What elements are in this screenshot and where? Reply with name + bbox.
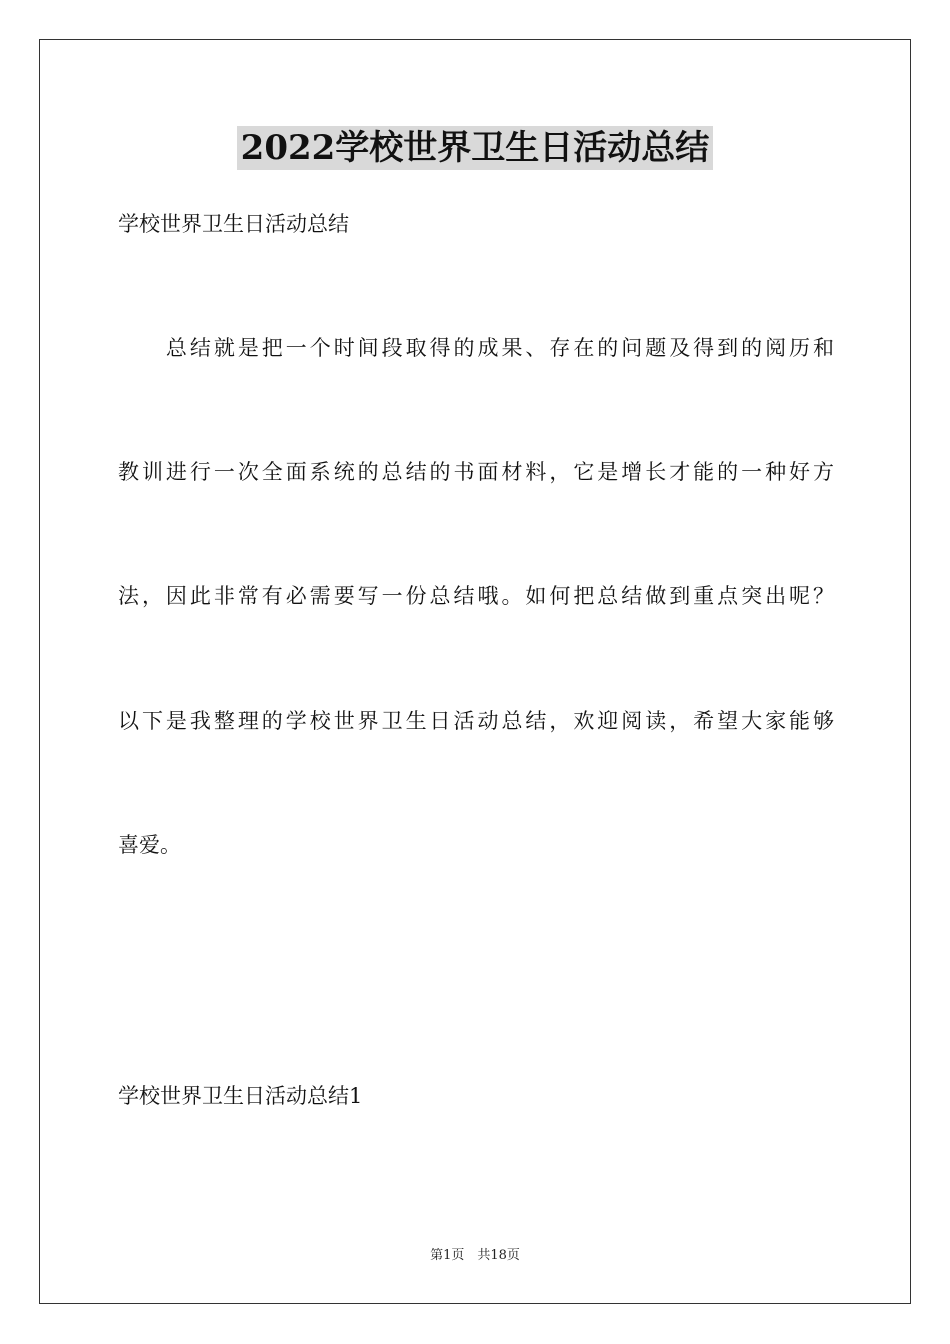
intro-line-4: 以下是我整理的学校世界卫生日活动总结，欢迎阅读，希望大家能够 <box>118 709 834 733</box>
intro-line-5: 喜爱。 <box>118 833 181 857</box>
document-title <box>0 124 950 172</box>
document-subtitle: 学校世界卫生日活动总结 <box>118 212 349 236</box>
page-footer: 第1页 共18页 <box>430 1248 520 1263</box>
intro-line-1: 总结就是把一个时间段取得的成果、存在的问题及得到的阅历和 <box>118 336 834 360</box>
intro-line-2: 教训进行一次全面系统的总结的书面材料，它是增长才能的一种好方 <box>118 460 834 484</box>
section-heading: 学校世界卫生日活动总结1 <box>118 1084 363 1108</box>
document-title-text: 2022学校世界卫生日活动总结 <box>237 126 714 170</box>
intro-line-3: 法，因此非常有必需要写一份总结哦。如何把总结做到重点突出呢？ <box>118 584 834 608</box>
